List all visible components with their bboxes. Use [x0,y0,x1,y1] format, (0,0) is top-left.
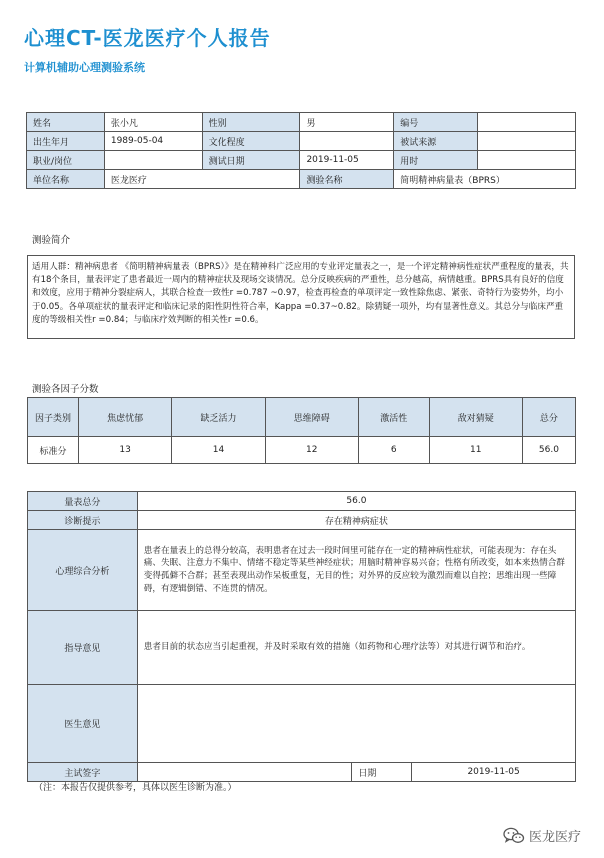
info-value: 1989-05-04 [104,132,202,151]
guidance-label: 指导意见 [28,611,138,685]
examiner-signature [137,763,352,782]
info-value [478,113,576,132]
analysis-row [28,530,576,611]
date-label: 日期 [352,763,412,782]
info-value: 医龙医疗 [104,170,300,189]
factor-score-row [28,437,576,464]
factors-heading: 测验各因子分数 [32,384,99,395]
disclaimer-note: （注：本报告仅提供参考，具体以医生诊断为准。） [34,783,237,793]
summary-table [27,491,576,782]
info-label: 测验名称 [300,170,394,189]
info-value [300,132,394,151]
info-label: 测试日期 [202,151,300,170]
factor-column-header: 思维障碍 [265,398,358,437]
info-label: 被试来源 [394,132,478,151]
factor-score: 56.0 [522,437,575,464]
factor-header-row [28,398,576,437]
factor-column-header: 缺乏活力 [172,398,265,437]
info-label: 出生年月 [27,132,105,151]
personal-info-table [26,112,576,189]
doctor-opinion-label: 医生意见 [28,685,138,763]
info-value: 男 [300,113,394,132]
examiner-label: 主试签字 [28,763,138,782]
factor-score: 14 [172,437,265,464]
info-value [478,132,576,151]
brand-watermark [503,826,581,845]
factor-score: 13 [79,437,172,464]
info-row [27,132,576,151]
info-label: 用时 [394,151,478,170]
total-score-row [28,492,576,511]
factor-column-header: 总分 [522,398,575,437]
info-label: 职业/岗位 [27,151,105,170]
factor-scores-table [27,397,576,464]
total-score-label: 量表总分 [28,492,138,511]
factor-score: 6 [358,437,429,464]
factor-row-header: 因子类别 [28,398,79,437]
diagnosis-value: 存在精神病症状 [137,511,575,530]
analysis-text: 患者在量表上的总得分较高，表明患者在过去一段时间里可能存在一定的精神病性症状，可能表现为：存在头痛、失眠、注意力不集中、情绪不稳定等某些神经症状；用脑时精神容易兴奋；性格有所改变，如本来热情合群变得孤僻不合群；甚至表现出动作呆板重复，无目的性；对外界的反应较为激烈而难以自控；思维出现一些障碍，有逻辑倒错、不连贯的情况。 [137,530,575,611]
info-label: 性别 [202,113,300,132]
info-value [478,151,576,170]
factor-score: 11 [429,437,522,464]
info-row [27,151,576,170]
guidance-row [28,611,576,685]
info-value: 简明精神病量表（BPRS） [394,170,576,189]
factor-column-header: 敌对猜疑 [429,398,522,437]
intro-text: 适用人群：精神病患者 《简明精神病量表（BPRS）》是在精神科广泛应用的专业评定量表之一，是一个评定精神病性症状严重程度的量表，共有18个条目，量表评定了患者最近一周内的精神症状及现场交谈情况。总分反映疾病的严重性，总分越高，病情越重。BPRS具有良好的信度和效度，应用于精神分裂症病人，其联合检查一致性r =0.787 ~0.97，检查再检查的单项评定一致性除焦虑、紧张、奇特行为姿势外，均小于0.05。各单项症状的量表评定和临床记录的阳性阴性符合率，Kappa =0.37~0.82。除猜疑一项外，均有显著性意义。其总分与临床严重度的等级相关性r =0.84；与临床疗效判断的相关性r =0.6。 [27,255,575,339]
factor-column-header: 焦虑忧郁 [79,398,172,437]
total-score-value: 56.0 [137,492,575,511]
analysis-label: 心理综合分析 [28,530,138,611]
score-row-label: 标准分 [28,437,79,464]
wechat-icon [503,827,525,845]
info-value: 张小凡 [104,113,202,132]
report-subtitle: 计算机辅助心理测验系统 [24,61,145,74]
info-label: 单位名称 [27,170,105,189]
doctor-opinion-text [137,685,575,763]
info-label: 编号 [394,113,478,132]
info-row [27,113,576,132]
report-title: 心理CT-医龙医疗个人报告 [24,26,271,50]
diagnosis-row [28,511,576,530]
signature-row [28,763,576,782]
info-value: 2019-11-05 [300,151,394,170]
guidance-text: 患者目前的状态应当引起重视，并及时采取有效的措施（如药物和心理疗法等）对其进行调节和治疗。 [137,611,575,685]
doctor-opinion-row [28,685,576,763]
factor-score: 12 [265,437,358,464]
intro-heading: 测验简介 [32,235,71,246]
date-value: 2019-11-05 [412,763,576,782]
info-label: 文化程度 [202,132,300,151]
info-label: 姓名 [27,113,105,132]
info-row [27,170,576,189]
brand-name: 医龙医疗 [529,830,582,845]
diagnosis-label: 诊断提示 [28,511,138,530]
factor-column-header: 激活性 [358,398,429,437]
info-value [104,151,202,170]
